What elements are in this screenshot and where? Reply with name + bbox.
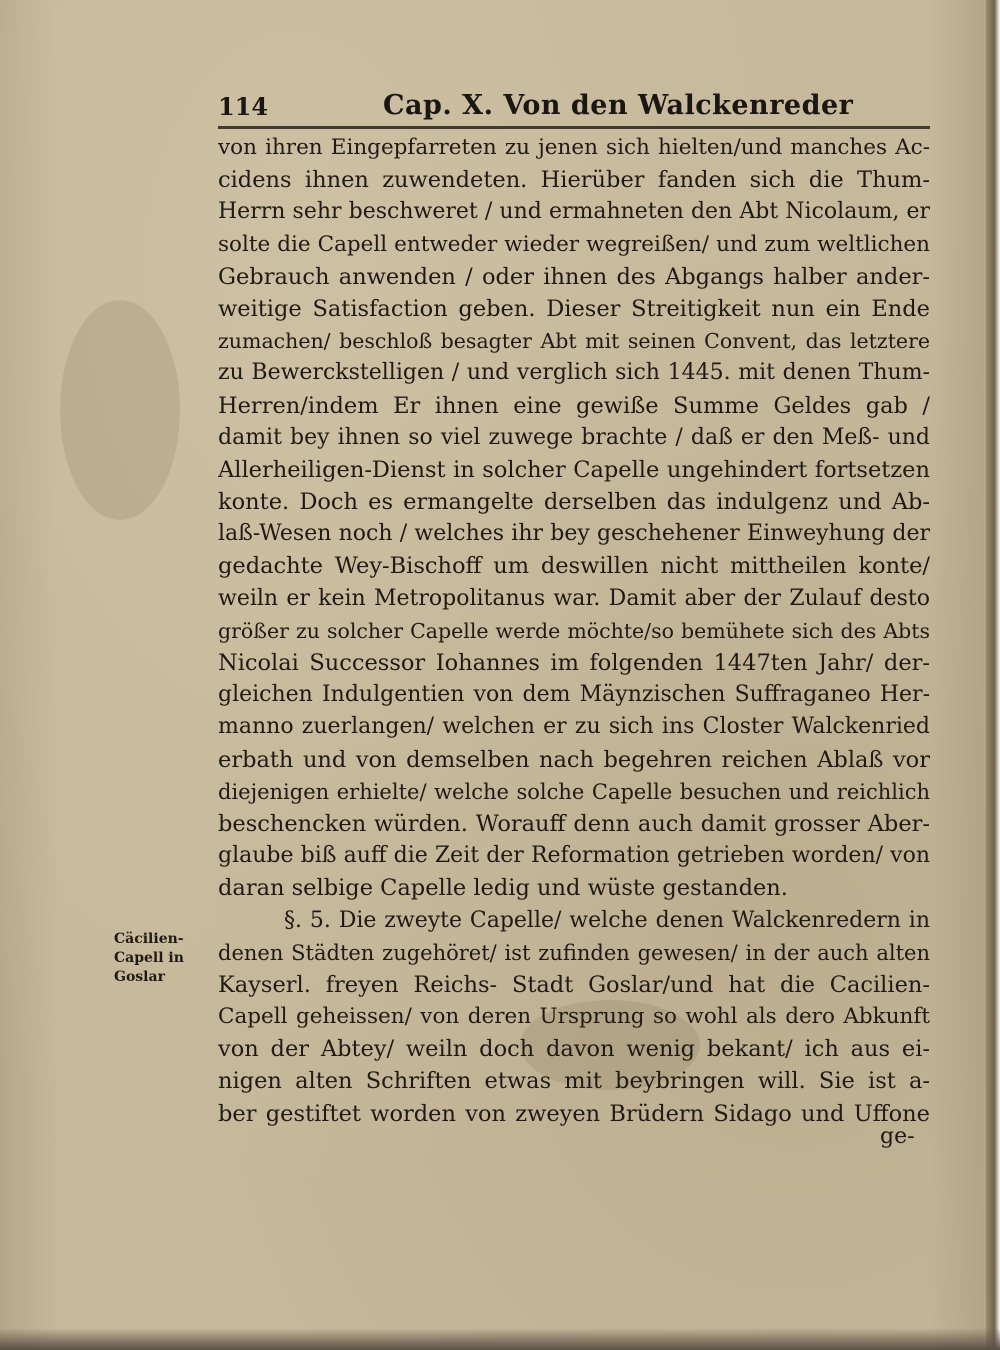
- text-line: erbath und von demselben nach begehren reichen Ablaß vor: [218, 746, 930, 773]
- text-line: Capell geheissen/ von deren Ursprung so wohl als dero Abkunft: [218, 1004, 930, 1030]
- text-line: ber gestiftet worden von zweyen Brüdern Sidago und Uffone: [218, 1100, 930, 1127]
- text-line: cidens ihnen zuwendeten. Hierüber fanden sich die Thum-: [218, 167, 930, 194]
- text-line: weiln er kein Metropolitanus war. Damit aber der Zulauf desto: [218, 585, 930, 611]
- page-number: 114: [218, 92, 269, 121]
- text-line: Kayserl. freyen Reichs- Stadt Goslar/und hat die Cacilien-: [218, 971, 930, 998]
- text-line: solte die Capell entweder wieder wegreißen/ und zum weltlichen: [218, 231, 930, 257]
- text-line: Herrn sehr beschweret / und ermahneten den Abt Nicolaum, er: [218, 199, 930, 225]
- page-edge-shadow: [986, 0, 1000, 1350]
- text-line: damit bey ihnen so viel zuwege brachte / daß er den Meß- und: [218, 424, 930, 450]
- text-line: laß-Wesen noch / welches ihr bey geschehener Einweyhung der: [218, 521, 930, 547]
- text-line: denen Städten zugehöret/ ist zufinden gewesen/ in der auch alten: [218, 940, 930, 965]
- section-start-line: §. 5. Die zweyte Capelle/ welche denen Walckenredern in: [284, 907, 930, 933]
- text-line: nigen alten Schriften etwas mit beybringen will. Sie ist a-: [218, 1068, 930, 1095]
- text-line: zu Bewerckstelligen / und verglich sich 1445. mit denen Thum-: [218, 360, 930, 386]
- text-line: diejenigen erhielte/ welche solche Capelle besuchen und reichlich: [218, 779, 930, 804]
- text-line: von der Abtey/ weiln doch davon wenig bekant/ ich aus ei-: [218, 1036, 930, 1063]
- paper-stain: [60, 300, 180, 520]
- text-line: Herren/indem Er ihnen eine gewiße Summe Geldes gab /: [218, 392, 930, 419]
- text-line: Allerheiligen-Dienst in solcher Capelle ungehindert fortsetzen: [218, 456, 930, 483]
- page-bottom-shadow: [0, 1328, 1000, 1350]
- text-line: weitige Satisfaction geben. Dieser Streitigkeit nun ein Ende: [218, 295, 930, 322]
- margin-note-line: Goslar: [114, 969, 165, 985]
- body-text: [218, 132, 930, 1130]
- text-line: Gebrauch anwenden / oder ihnen des Abgangs halber ander-: [218, 263, 930, 290]
- text-line: manno zuerlangen/ welchen er zu sich ins Closter Walckenried: [218, 714, 930, 740]
- text-line: Nicolai Successor Iohannes im folgenden 1447ten Jahr/ der-: [218, 650, 930, 676]
- text-line: zumachen/ beschloß besagter Abt mit seinen Convent, das letztere: [218, 329, 930, 354]
- text-line: konte. Doch es ermangelte derselben das indulgenz und Ab-: [218, 489, 930, 516]
- text-line: gleichen Indulgentien von dem Mäynzischen Suffraganeo Her-: [218, 682, 930, 708]
- text-line: glaube biß auff die Zeit der Reformation getrieben worden/ von: [218, 843, 930, 869]
- header-rule: [218, 126, 930, 129]
- margin-note-line: Capell in: [114, 950, 184, 966]
- text-line: größer zu solcher Capelle werde möchte/so bemühete sich des Abts: [218, 618, 930, 643]
- text-line: beschencken würden. Worauff denn auch damit grosser Aber-: [218, 810, 930, 837]
- text-line: daran selbige Capelle ledig und wüste gestanden.: [218, 875, 788, 902]
- page-header: [218, 86, 930, 126]
- text-line: gedachte Wey-Bischoff um deswillen nicht mittheilen konte/: [218, 553, 930, 580]
- text-line: von ihren Eingepfarreten zu jenen sich hielten/und manches Ac-: [218, 135, 930, 160]
- margin-note-line: Cäcilien-: [114, 931, 184, 947]
- running-head: Cap. X. Von den Walckenreder: [383, 90, 854, 121]
- margin-note: [114, 930, 204, 987]
- catchword: ge-: [880, 1124, 915, 1149]
